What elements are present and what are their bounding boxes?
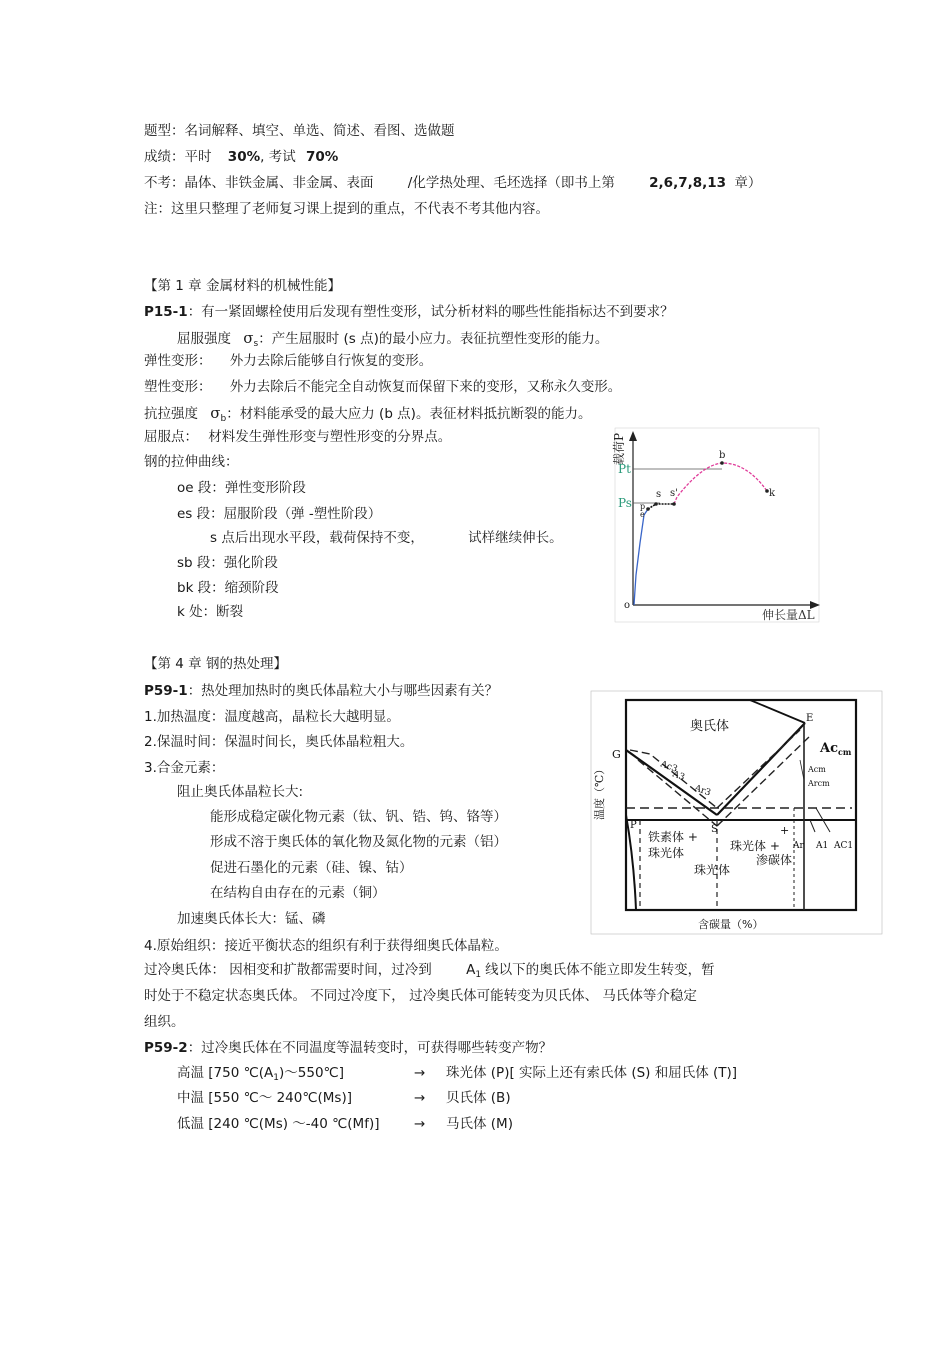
k-label: k bbox=[769, 488, 776, 499]
factor-4: 4.原始组织：接近平衡状态的组织有利于获得细奥氏体晶粒。 bbox=[144, 938, 508, 954]
factor-3a-3: 促进石墨化的元素（硅、镍、钴） bbox=[210, 860, 413, 876]
chapter1-title: 【第 1 章 金属材料的机械性能】 bbox=[144, 278, 341, 294]
excluded-line bbox=[144, 174, 761, 192]
accm-main-sub: cm bbox=[838, 747, 852, 757]
s-label: s bbox=[656, 489, 662, 500]
arrow-icon: → bbox=[414, 1090, 426, 1106]
note-line: 注：这里只整理了老师复习课上提到的重点，不代表不考其他内容。 bbox=[144, 201, 549, 217]
elastic-label: 弹性变形： bbox=[144, 353, 212, 369]
transform-low-result: 马氏体 (M) bbox=[446, 1116, 513, 1132]
temperature-axis-label: 温度（℃） bbox=[593, 763, 606, 820]
segment-oe: oe 段：弹性变形阶段 bbox=[177, 480, 306, 496]
segment-bk: bk 段：缩颈阶段 bbox=[177, 580, 279, 596]
grade-mid: , 考试 bbox=[260, 149, 296, 165]
factor-3b: 加速奥氏体长大：锰、磷 bbox=[177, 911, 326, 927]
yield-strength-term: 屈服强度 bbox=[177, 331, 231, 347]
question-text: ：热处理加热时的奥氏体晶粒大小与哪些因素有关？ bbox=[187, 683, 499, 699]
sigma-subscript: s bbox=[253, 339, 259, 349]
p-label: p bbox=[640, 502, 646, 511]
sigma-subscript: b bbox=[220, 414, 227, 424]
ar3-label: Ar3 bbox=[692, 783, 712, 799]
transform-mid-result: 贝氏体 (B) bbox=[446, 1090, 511, 1106]
supercooled-austenite-line-1 bbox=[144, 961, 715, 984]
pearlite-label: 珠光体 bbox=[694, 863, 731, 877]
sc-a1-subscript: 1 bbox=[475, 970, 482, 980]
point-k: k 处：断裂 bbox=[177, 604, 244, 620]
arcm-label: Arcm bbox=[808, 779, 830, 788]
p-point-label: P bbox=[630, 820, 637, 831]
yield-strength-def: ：产生屈服时 (s 点)的最小应力。表征抗塑性变形的能力。 bbox=[258, 331, 609, 347]
plastic-deformation-line bbox=[144, 378, 621, 396]
elastic-deformation-line bbox=[144, 352, 432, 370]
exam-format-line: 题型：名词解释、填空、单选、简述、看图、选做题 bbox=[144, 123, 455, 139]
cementite-label: 渗碳体 bbox=[756, 853, 793, 867]
question-text: ：有一紧固螺栓使用后发现有塑性变形，试分析材料的哪些性能指标达不到要求？ bbox=[187, 304, 674, 320]
s-prime-label: s' bbox=[670, 488, 678, 499]
excluded-prefix: 不考：晶体、非铁金属、非金属、表面 bbox=[144, 175, 374, 191]
segment-es: es 段：屈服阶段（弹 -塑性阶段） bbox=[177, 506, 382, 522]
e-point-label: E bbox=[806, 713, 814, 724]
plastic-label: 塑性变形： bbox=[144, 379, 212, 395]
factor-3a-1: 能形成稳定碳化物元素（钛、钒、锆、钨、铬等） bbox=[210, 809, 507, 825]
question-label: P59-2 bbox=[144, 1040, 188, 1056]
sigma-symbol: σ bbox=[243, 329, 254, 347]
plus-sign: + bbox=[780, 824, 790, 837]
a1-label: A1 bbox=[816, 841, 829, 851]
e-label: e bbox=[640, 510, 645, 519]
point-b bbox=[720, 461, 724, 465]
es-note-b: 试样继续伸长。 bbox=[468, 530, 563, 546]
question-label: P15-1 bbox=[144, 304, 188, 320]
point-s-prime bbox=[672, 502, 676, 506]
excluded-suffix: 章） bbox=[734, 175, 762, 191]
grade-exam-pct: 70% bbox=[306, 149, 339, 165]
yield-point-line bbox=[144, 428, 451, 446]
grade-prefix: 成绩：平时 bbox=[144, 149, 212, 165]
point-e bbox=[646, 507, 650, 511]
pt-label: Pt bbox=[618, 462, 631, 476]
question-p59-2 bbox=[144, 1039, 552, 1057]
austenite-label: 奥氏体 bbox=[690, 719, 730, 734]
y-axis-label: 载荷P bbox=[612, 432, 626, 465]
high-range-b: )～550℃] bbox=[279, 1065, 344, 1081]
question-label: P59-1 bbox=[144, 683, 188, 699]
ferrite-plus-label: 铁素体 + bbox=[648, 830, 698, 844]
ferrite-pearlite-label: 珠光体 bbox=[648, 846, 685, 860]
g-point-label: G bbox=[612, 748, 621, 761]
question-text: ：过冷奥氏体在不同温度等温转变时，可获得哪些转变产物？ bbox=[187, 1040, 553, 1056]
high-range-sub: 1 bbox=[273, 1073, 280, 1083]
grade-regular-pct: 30% bbox=[227, 149, 261, 165]
high-range-a: 高温 [750 ℃(A bbox=[177, 1065, 274, 1081]
arrow-icon: → bbox=[414, 1116, 426, 1132]
ac1-label: AC1 bbox=[834, 841, 854, 851]
x-axis-label: 伸长量ΔL bbox=[762, 608, 815, 622]
sc-text-a: 过冷奥氏体： 因相变和扩散都需要时间，过冷到 bbox=[144, 962, 432, 978]
figure-frame bbox=[615, 428, 819, 622]
supercooled-austenite-line-3: 组织。 bbox=[144, 1014, 185, 1030]
plastic-text: 外力去除后不能完全自动恢复而保留下来的变形，又称永久变形。 bbox=[229, 379, 622, 395]
tensile-def: ：材料能承受的最大应力 (b 点)。表征材料抵抗断裂的能力。 bbox=[226, 406, 592, 422]
segment-es-note bbox=[210, 529, 563, 547]
transform-mid: 中温 [550 ℃～ 240℃(Ms)] bbox=[177, 1090, 352, 1106]
yield-strength-line bbox=[177, 329, 608, 353]
factor-2: 2.保温时间：保温时间长，奥氏体晶粒粗大。 bbox=[144, 734, 414, 750]
factor-3a: 阻止奥氏体晶粒长大: bbox=[177, 784, 304, 800]
arrow-icon: → bbox=[414, 1065, 426, 1081]
yield-point-label: 屈服点： bbox=[144, 429, 198, 445]
chapter4-title: 【第 4 章 钢的热处理】 bbox=[144, 656, 287, 672]
excluded-chapters: 2,6,7,8,13 bbox=[649, 175, 727, 191]
tensile-term: 抗拉强度 bbox=[144, 406, 198, 422]
question-p15-1 bbox=[144, 303, 674, 321]
grade-line bbox=[144, 148, 338, 166]
factor-3: 3.合金元素： bbox=[144, 760, 225, 776]
question-p59-1 bbox=[144, 682, 498, 700]
origin-label: o bbox=[624, 600, 631, 611]
phase-diagram-figure bbox=[590, 690, 884, 936]
sc-text-b: 线以下的奥氏体不能立即发生转变，暂 bbox=[485, 962, 715, 978]
tensile-curve-figure bbox=[612, 425, 822, 625]
supercooled-austenite-line-2: 时处于不稳定状态奥氏体。 不同过冷度下， 过冷奥氏体可能转变为贝氏体、 马氏体等介稳定 bbox=[144, 988, 697, 1004]
carbon-axis-label: 含碳量（%） bbox=[698, 918, 764, 931]
ps-label: Ps bbox=[618, 496, 632, 510]
factor-3a-2: 形成不溶于奥氏体的氧化物及氮化物的元素（铝） bbox=[210, 834, 507, 850]
segment-sb: sb 段：强化阶段 bbox=[177, 555, 278, 571]
transform-low: 低温 [240 ℃(Ms) ～-40 ℃(Mf)] bbox=[177, 1116, 380, 1132]
sigma-symbol: σ bbox=[210, 404, 221, 422]
accm-main-text: Ac bbox=[820, 741, 839, 756]
tensile-strength-line bbox=[144, 404, 591, 428]
es-note-a: s 点后出现水平段，载荷保持不变， bbox=[210, 530, 424, 546]
yield-point-text: 材料发生弹性形变与塑性形变的分界点。 bbox=[208, 429, 452, 445]
factor-3a-4: 在结构自由存在的元素（铜） bbox=[210, 885, 386, 901]
high-range bbox=[177, 1065, 344, 1081]
transform-high-result: 珠光体 (P)[ 实际上还有索氏体 (S) 和屈氏体 (T)] bbox=[446, 1065, 738, 1081]
s-point-label: S bbox=[711, 824, 718, 835]
accm-label: Acm bbox=[808, 765, 826, 774]
sc-a1: A bbox=[466, 962, 476, 978]
pearlite-plus-label: 珠光体 + bbox=[730, 839, 780, 853]
point-s bbox=[654, 502, 658, 506]
ar-label: Ar bbox=[793, 841, 804, 851]
excluded-mid: /化学热处理、毛坯选择（即书上第 bbox=[407, 175, 615, 191]
ac3-label: Ac3 bbox=[658, 759, 679, 775]
tensile-curve-title: 钢的拉伸曲线： bbox=[144, 454, 239, 470]
transform-high bbox=[177, 1064, 344, 1087]
a3-label: A3 bbox=[670, 769, 686, 784]
b-label: b bbox=[719, 450, 726, 461]
factor-1: 1.加热温度：温度越高，晶粒长大越明显。 bbox=[144, 709, 400, 725]
elastic-text: 外力去除后能够自行恢复的变形。 bbox=[229, 353, 433, 369]
